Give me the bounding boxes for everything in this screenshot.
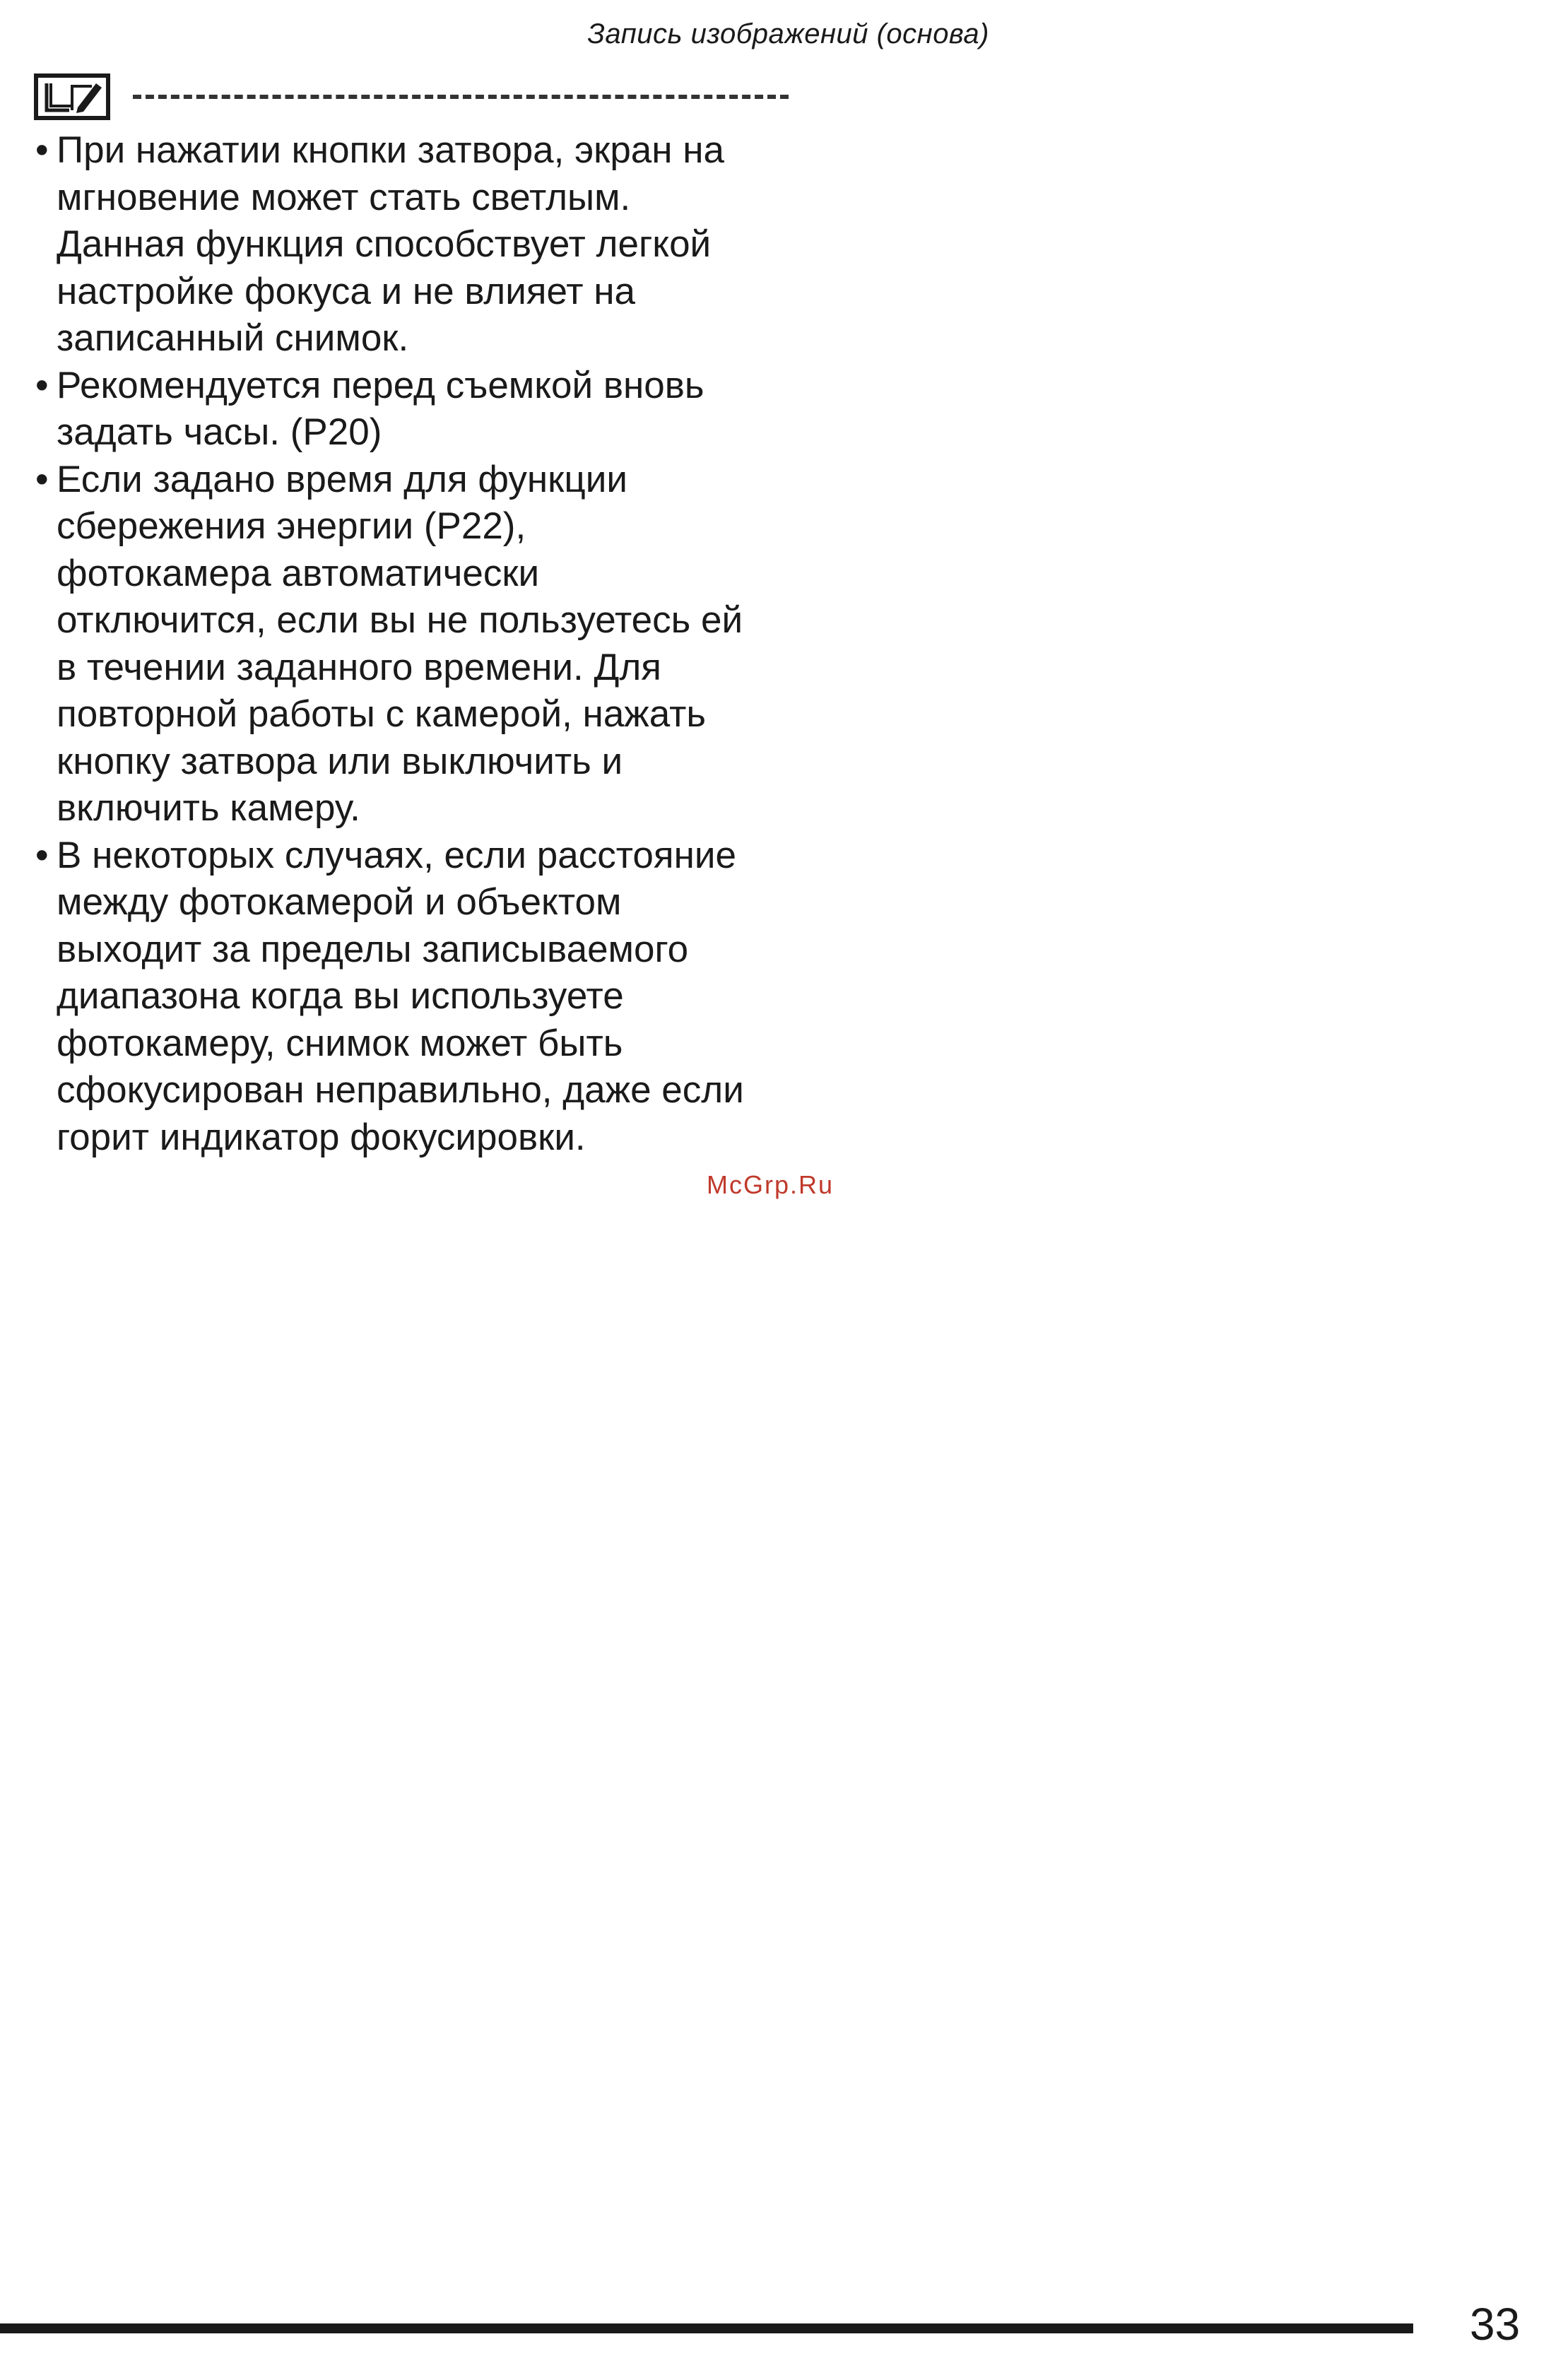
note-line: фотокамера автоматически <box>57 552 540 594</box>
note-line: Рекомендуется перед съемкой вновь <box>57 364 704 406</box>
note-line: фотокамеру, снимок может быть <box>57 1022 623 1064</box>
note-line: диапазона когда вы используете <box>57 975 624 1017</box>
note-line: задать часы. (P20) <box>57 411 382 453</box>
bullet-icon: • <box>35 364 49 406</box>
note-line: настройке фокуса и не влияет на <box>57 270 635 312</box>
note-line: Данная функция способствует легкой <box>57 223 712 265</box>
note-line: между фотокамерой и объектом <box>57 881 622 923</box>
note-line: горит индикатор фокусировки. <box>57 1116 586 1158</box>
note-line: выходит за пределы записываемого <box>57 928 689 970</box>
note-line: сбережения энергии (P22), <box>57 505 526 547</box>
note-line: Если задано время для функции <box>57 458 627 500</box>
note-item <box>35 363 806 456</box>
bullet-icon: • <box>35 458 49 500</box>
footer-rule <box>0 2323 1413 2333</box>
note-item <box>35 456 806 832</box>
memo-pencil-icon <box>34 73 110 120</box>
note-line: в течении заданного времени. Для <box>57 646 661 688</box>
note-line: кнопку затвора или выключить и <box>57 740 623 782</box>
note-line: При нажатии кнопки затвора, экран на <box>57 129 725 171</box>
note-line: записанный снимок. <box>57 317 409 359</box>
note-line: сфокусирован неправильно, даже если <box>57 1069 744 1111</box>
note-line: включить камеру. <box>57 787 360 829</box>
notes-list <box>35 127 806 1161</box>
bullet-icon: • <box>35 834 49 876</box>
page-header-title: Запись изображений (основа) <box>587 18 989 49</box>
note-line: отключится, если вы не пользуетесь ей <box>57 599 743 641</box>
note-item <box>35 127 806 363</box>
memo-dashed-rule <box>133 95 789 99</box>
bullet-icon: • <box>35 129 49 171</box>
note-item <box>35 832 806 1162</box>
page-number: 33 <box>1470 2299 1521 2350</box>
watermark[interactable]: McGrp.Ru <box>707 1170 835 1199</box>
memo-heading <box>34 73 760 120</box>
note-line: В некоторых случаях, если расстояние <box>57 834 736 876</box>
note-line: повторной работы с камерой, нажать <box>57 693 706 735</box>
note-line: мгновение может стать светлым. <box>57 176 631 218</box>
